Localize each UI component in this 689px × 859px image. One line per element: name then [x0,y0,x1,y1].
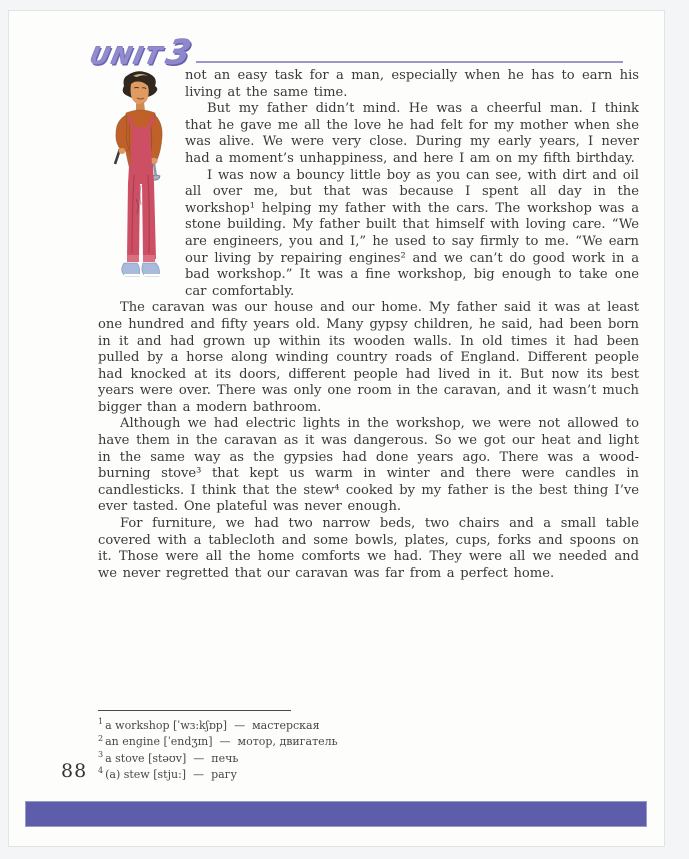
story-paragraph-5: Although we had electric lights in the workshop, we were not allowed to have them in the caravan as it was dangerous. So we got our heat and light in the same way as the gypsies had done years ago. There was a wood-burning stove³ that kept us warm in winter and there were candles in candlesticks. I think that the stew⁴ cooked by my father is the best thing I’ve ever tasted. One plateful was never enough. [98,416,639,515]
unit-word-label: UNIT [87,42,167,70]
unit-number-label: 3 [162,33,195,73]
footnote-dash: — [193,751,205,765]
footnote-transcription: [ˈwɜ:kʃɒp] [173,719,228,732]
boy-with-wrench-drawing [98,71,184,288]
footnote-term: an engine [105,735,160,749]
footnote-1 [98,718,578,734]
footnote-term: a workshop [105,719,170,732]
footnote-translation: рагу [211,767,237,781]
story-paragraph-3: I was now a bouncy little boy as you can see, with dirt and oil all over me, but that was because I spent all day in the workshop¹ helping my father with the cars. The workshop was a stone building. My father built that himself with loving care. “We are engineers, you and I,” he used to say firmly to me. “We earn our living by repairing engines² and we can’t do good work in a bad workshop.” It was a fine workshop, big enough to take one car comfortably. [185,167,639,299]
footnote-dash: — [193,767,205,781]
story-paragraph-2: But my father didn’t mind. He was a cheerful man. I think that he gave me all the love he had felt for my mother when she was alive. We were very close. During my early years, I never had a moment’s unhappiness, and here I am on my fifth birthday. [185,101,639,166]
footnote-3 [98,751,578,767]
footnote-transcription: [stəʊv] [148,751,187,765]
header-rule-line [196,61,623,63]
footnote-4 [98,767,578,783]
footnote-marker: 3 [98,749,104,759]
footnote-transcription: [ˈendʒɪn] [163,735,213,749]
story-paragraph-6: For furniture, we had two narrow beds, two chairs and a small table covered with a tablecloth and some bowls, plates, cups, forks and spoons on it. Those were all the home comforts we had. They were all we needed and we never regretted that our caravan was far from a perfect home. [98,516,639,581]
bottom-decoration-bar [25,801,647,827]
footnote-transcription: [stju:] [153,767,187,781]
story-text-block [98,68,639,582]
footnote-term: a stove [105,751,145,765]
footnote-dash: — [219,735,231,749]
story-paragraph-1: not an easy task for a man, especially when he has to earn his living at the same time. [185,68,639,100]
boy-illustration [98,71,184,288]
footnote-term: (a) stew [105,767,150,781]
footnote-marker: 2 [98,733,104,743]
footnote-marker: 1 [98,717,104,727]
book-page [8,10,665,847]
unit-header-logo [87,33,195,73]
footnote-translation: мотор, двигатель [237,735,338,749]
footnotes-block [98,710,578,783]
story-paragraph-4: The caravan was our house and our home. My father said it was at least one hundred and fifty years old. Many gypsy children, he said, had been born in it and had grown up within its wooden walls. In old times it had been pulled by a horse along winding country roads of England. Different people had knocked at its doors, different people had lived in it. But now its best years were over. There was only one room in the caravan, and it wasn’t much bigger than a modern bathroom. [98,300,639,415]
footnote-dash: — [234,719,246,732]
footnote-translation: печь [211,751,239,765]
footnote-translation: мастерская [252,719,320,732]
footnote-marker: 4 [98,766,104,776]
footnote-separator-line [98,710,291,711]
footnote-2 [98,734,578,750]
page-number: 88 [61,760,88,782]
